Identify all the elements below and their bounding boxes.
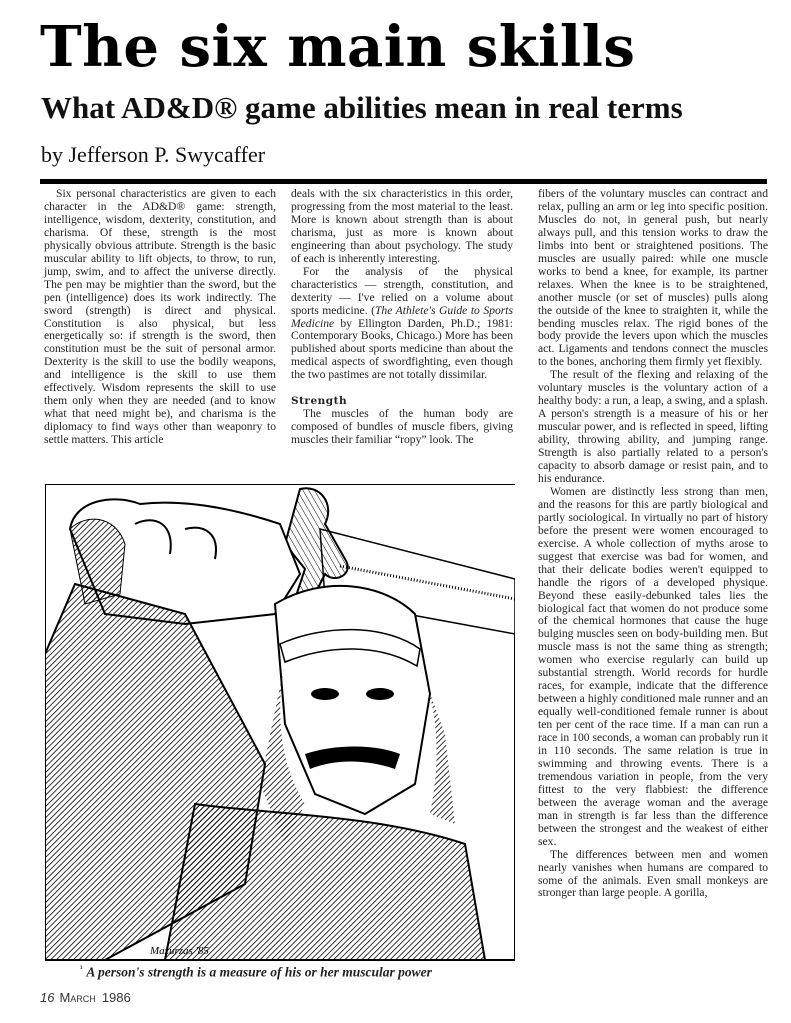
- paragraph: The result of the flexing and relaxing of the voluntary muscles is the voluntary action of a healthy body: a run, a leap, a swing, and a splash. A person's strength is a measure of his or her muscular power, and is reflected in speed, lifting ability, throwing ability, and jumping range. Strength is also partially related to a person's capacity to absorb damage or resist pain, and to his endurance.: [538, 368, 768, 485]
- article-subtitle: What AD&D® game abilities mean in real terms: [41, 90, 683, 125]
- page-number: 16: [40, 990, 55, 1005]
- page-folio: [40, 990, 131, 1005]
- book-title: The Athlete's Guide to Sports Medicine: [291, 303, 513, 330]
- paragraph: The muscles of the human body are composed of bundles of muscle fibers, giving muscles their familiar “ropy” look. The: [291, 407, 513, 447]
- issue-month: March: [59, 990, 96, 1005]
- issue-year: 1986: [101, 990, 131, 1005]
- figure-caption: [80, 964, 500, 981]
- article-title: The six main skills: [40, 14, 636, 80]
- torso: [165, 804, 485, 960]
- paragraph: Women are distinctly less strong than men, and the reasons for this are partly biological and partly sociological. In virtually no part of history before the present were women encouraged to exercise. A whole collection of myths arose to suggest that exercise was bad for women, and that their delicate bodies weren't equipped to handle the rigors of a developed physique. Beyond these easily-debunked tales lies the biological fact that women do not produce some of the chemical hormones that cause the huge bulging muscles seen on body-building men. But muscle mass is not the same thing as strength; women who exercise regularly can build up substantial strength. World records for hurdle races, for example, indicate that the difference between a highly conditioned male runner and an equally well-conditioned female runner is about ten per cent of the race time. If a man can run a race in 100 seconds, a woman can probably run it in 110 seconds. The same relation is true in swimming and throwing events. There is a tremendous variation in people, from the very fittest to the very flabbiest: the difference between the average woman and the average man in strength is far less than the difference between the strongest and the weakest of either sex.: [538, 484, 768, 848]
- title-rule: [40, 179, 767, 184]
- text: by Ellington Darden, Ph.D.; 1981: Contemporary Books, Chicago.) More has been published about sports medicine than about the medical aspects of swordfighting, even though the two pastimes are not totally dissimilar.: [291, 316, 513, 382]
- paragraph: fibers of the voluntary muscles can contract and relax, pulling an arm or leg into specific position. Muscles do not, in general push, but nearly always pull, and this tension works to draw the limbs into bent or straightened positions. The muscles are usually paired: while one muscle works to bend a knee, for example, its partner relaxes. When the knee is to be straightened, another muscle (or set of muscles) pulls along the outside of the knee to straighten it, while the bending muscles relax. The rigid bones of the body provide the levers upon which the muscles act. Ligaments and tendons connect the muscles to the bones, anchoring them firmly yet flexibly.: [538, 187, 768, 369]
- paragraph: The differences between men and women nearly vanishes when humans are compared to some of the animals. Even small monkeys are stronger than large people. A gorilla,: [538, 847, 768, 900]
- warrior-illustration: [45, 484, 515, 962]
- illustration-drawing: [45, 484, 515, 962]
- column-2: [291, 188, 513, 447]
- column-1: [44, 188, 276, 447]
- paragraph-citation: [291, 266, 513, 383]
- text: For the analysis of the physical characteristics — strength, constitution, and dexterity — I've relied on a volume about sports medicine. (: [291, 264, 513, 317]
- paragraph: deals with the six characteristics in this order, progressing from the most material to the least. More is known about strength than is about charisma, just as more is known about engineering than about psychology. The study of each is inherently interesting.: [291, 187, 513, 265]
- byline: by Jefferson P. Swycaffer: [41, 142, 266, 167]
- artist-signature: Mazurzas '85: [150, 945, 209, 957]
- paragraph: Six personal characteristics are given to each character in the AD&D® game: strength, intelligence, wisdom, dexterity, constitution, and charisma. Of these, strength is the most physically obvious attribute. Strength is the basic muscular ability to lift objects, to throw, to run, jump, swim, and to affect the universe directly. The pen may be mightier than the sword, but the pen (intelligence) does its work indirectly. The sword (strength) is direct and physical. Constitution is also physical, but less energetically so: if strength is the sword, then constitution must be the suit of personal armor. Dexterity is the skill to use the bodily weapons, and intelligence is the skill to use them effectively. Wisdom represents the skill to use them only when they are needed (and to know what that need might be), and charisma is the diplomacy to find ways other than weaponry to settle matters. This article: [44, 187, 276, 447]
- head: [275, 586, 430, 814]
- section-heading: Strength: [291, 395, 348, 408]
- caption-marker: ³: [80, 964, 83, 973]
- caption-text: A person's strength is a measure of his or her muscular power: [86, 964, 432, 980]
- column-3: [538, 188, 768, 900]
